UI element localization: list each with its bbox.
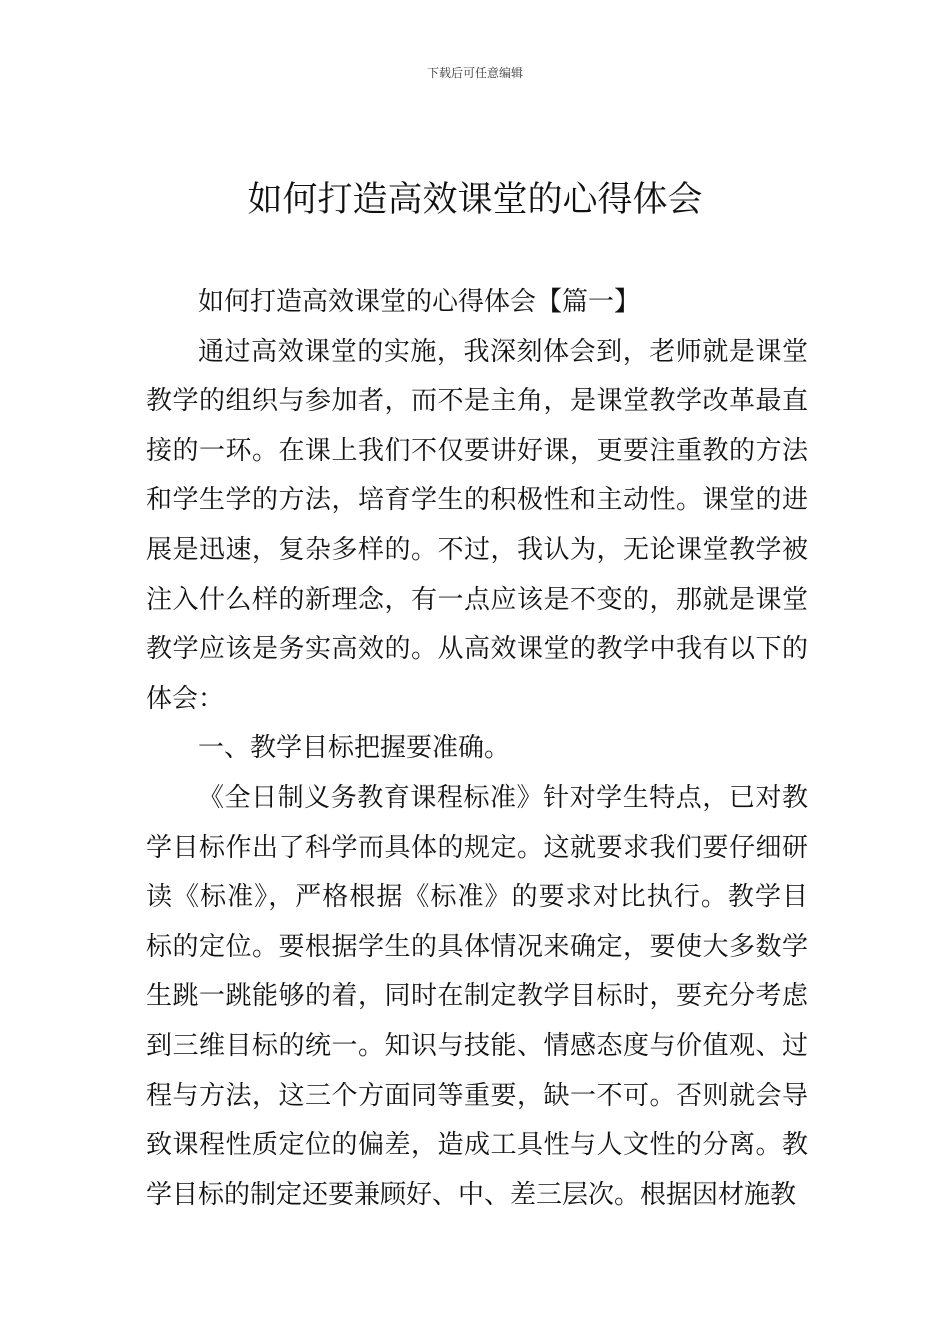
paragraph-point-one: 一、教学目标把握要准确。 bbox=[198, 733, 511, 764]
document-body bbox=[146, 278, 808, 1220]
section-heading: 如何打造高效课堂的心得体会【篇一】 bbox=[198, 287, 641, 317]
document-title: 如何打造高效课堂的心得体会 bbox=[247, 180, 703, 220]
header-note: 下载后可任意编辑 bbox=[426, 66, 523, 80]
paragraph-intro: 通过高效课堂的实施，我深刻体会到，老师就是课堂教学的组织与参加者，而不是主角，是课堂教学改革最直接的一环。在课上我们不仅要讲好课，更要注重教的方法和学生学的方法，培育学生的积极性和主动性。课堂的进展是迅速，复杂多样的。不过，我认为，无论课堂教学被注入什么样的新理念，有一点应该是不变的，那就是课堂教学应该是务实高效的。从高效课堂的教学中我有以下的体会： bbox=[146, 336, 808, 714]
paragraph-standard: 《全日制义务教育课程标准》针对学生特点，已对教学目标作出了科学而具体的规定。这就要求我们要仔细研读《标准》，严格根据《标准》的要求对比执行。教学目标的定位。要根据学生的具体情况来确定，要使大多数学生跳一跳能够的着，同时在制定教学目标时，要充分考虑到三维目标的统一。知识与技能、情感态度与价值观、过程与方法，这三个方面同等重要，缺一不可。否则就会导致课程性质定位的偏差，造成工具性与人文性的分离。教学目标的制定还要兼顾好、中、差三层次。根据因材施教 bbox=[146, 782, 808, 1210]
